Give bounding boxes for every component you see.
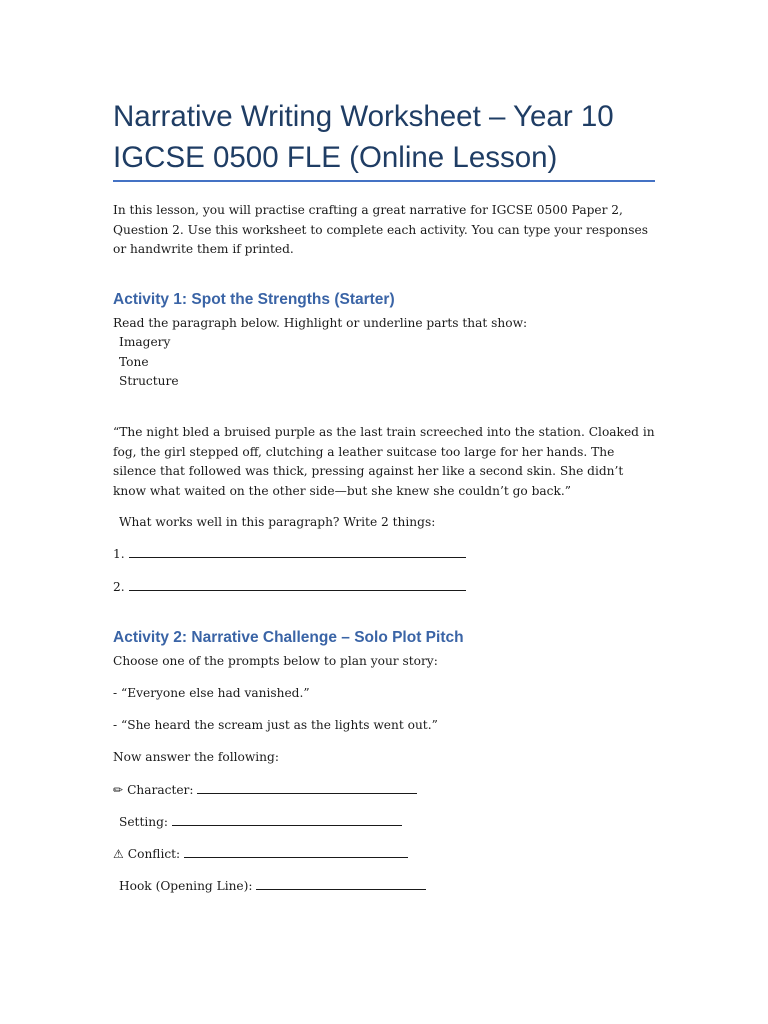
answer-line-1[interactable] xyxy=(113,544,466,565)
activity1-heading: Activity 1: Spot the Strengths (Starter) xyxy=(113,291,395,308)
answer-line-2[interactable] xyxy=(113,577,466,598)
list-item-imagery: Imagery xyxy=(119,335,171,349)
answer-line-1-blank[interactable] xyxy=(129,544,466,558)
activity1-question: What works well in this paragraph? Write 2 things: xyxy=(119,515,436,529)
activity1-instruction: Read the paragraph below. Highlight or underline parts that show: xyxy=(113,316,528,330)
page-title: Narrative Writing Worksheet – Year 10 IGCSE 0500 FLE (Online Lesson) xyxy=(113,100,614,174)
list-item-tone: Tone xyxy=(119,354,149,369)
character-label: ✏ Character: xyxy=(113,783,194,797)
prompt-option-1: - “Everyone else had vanished.” xyxy=(113,686,310,700)
activity2-answer-intro: Now answer the following: xyxy=(113,750,279,764)
hook-field[interactable] xyxy=(113,876,426,897)
setting-label: Setting: xyxy=(119,815,169,829)
answer-line-1-label: 1. xyxy=(113,547,125,561)
hook-label: Hook (Opening Line): xyxy=(119,879,253,893)
setting-field[interactable] xyxy=(113,812,402,833)
setting-blank[interactable] xyxy=(172,812,402,826)
character-field[interactable] xyxy=(113,780,417,801)
conflict-field[interactable] xyxy=(113,844,408,865)
hook-blank[interactable] xyxy=(256,876,426,890)
list-item-structure: Structure xyxy=(119,374,179,388)
title-divider xyxy=(113,180,655,182)
prompt-option-2: - “She heard the scream just as the lights went out.” xyxy=(113,718,438,732)
conflict-label: ⚠ Conflict: xyxy=(113,847,181,861)
activity2-instruction: Choose one of the prompts below to plan your story: xyxy=(113,654,438,668)
answer-line-2-blank[interactable] xyxy=(129,577,466,591)
character-blank[interactable] xyxy=(197,780,417,794)
conflict-blank[interactable] xyxy=(184,844,408,858)
answer-line-2-label: 2. xyxy=(113,580,125,594)
activity2-heading: Activity 2: Narrative Challenge – Solo Plot Pitch xyxy=(113,629,464,646)
activity1-list xyxy=(113,333,658,392)
intro-paragraph: In this lesson, you will practise crafting a great narrative for IGCSE 0500 Paper 2, Question 2. Use this worksheet to complete each activity. You can type your responses or handwrite them if printed. xyxy=(113,203,648,256)
activity1-sample-paragraph: “The night bled a bruised purple as the last train screeched into the station. Cloaked in fog, the girl stepped off, clutching a leather suitcase too large for her hands. The silence that followed was thick, pressing against her like a second skin. She didn’t know what waited on the other side—but she knew she couldn’t go back.” xyxy=(113,425,655,498)
